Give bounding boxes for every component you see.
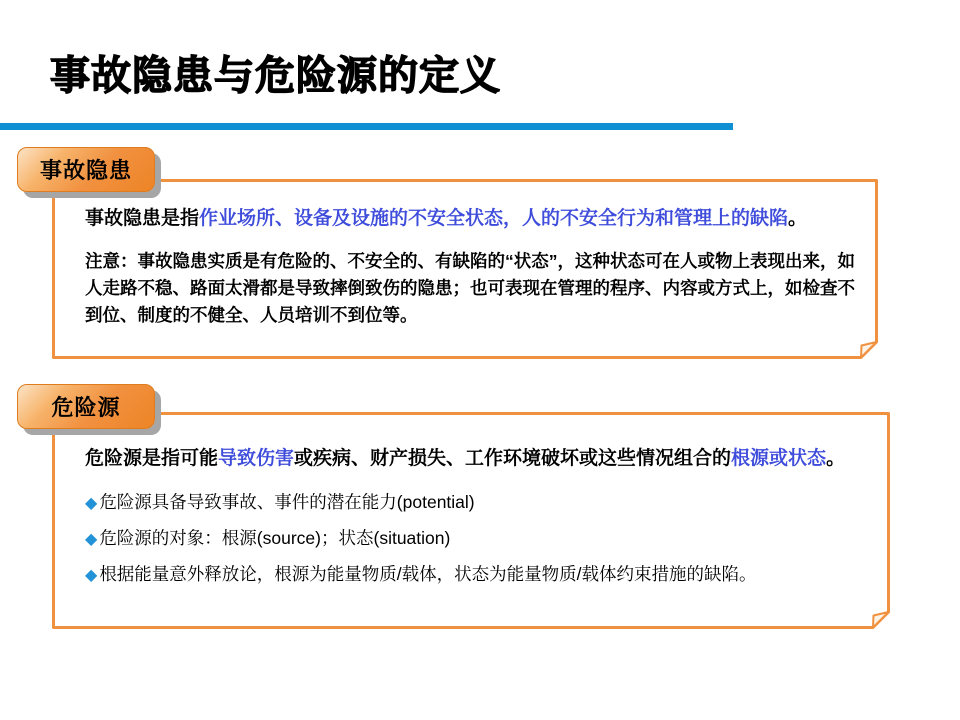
bullet-text: 根据能量意外释放论，根源为能量物质/载体，状态为能量物质/载体约束措施的缺陷。 bbox=[99, 564, 757, 584]
definition-mid: 或疾病、财产损失、工作环境破坏或这些情况组合的 bbox=[294, 448, 732, 469]
bullet-list bbox=[85, 490, 868, 588]
definition-suffix: 。 bbox=[826, 448, 846, 469]
section-label-text: 事故隐患 bbox=[39, 158, 132, 183]
bullet-item bbox=[85, 526, 868, 552]
panel-accident-hazard bbox=[52, 179, 878, 359]
definition-prefix: 危险源是指可能 bbox=[85, 448, 219, 469]
definition-paragraph bbox=[85, 444, 868, 474]
panel-content bbox=[52, 412, 890, 588]
title-underline-rule bbox=[0, 123, 733, 130]
diamond-bullet-icon: ◆ bbox=[85, 567, 98, 584]
definition-highlight-2: 根源或状态 bbox=[731, 448, 827, 469]
slide-title: 事故隐患与危险源的定义 bbox=[50, 54, 501, 98]
bullet-text: 危险源的对象：根源(source)；状态(situation) bbox=[99, 528, 451, 548]
definition-suffix: 。 bbox=[788, 208, 808, 229]
diamond-bullet-icon: ◆ bbox=[85, 495, 98, 512]
section-label-text: 危险源 bbox=[51, 395, 121, 420]
bullet-item bbox=[85, 562, 868, 588]
note-paragraph: 注意：事故隐患实质是有危险的、不安全的、有缺陷的“状态”，这种状态可在人或物上表现出来，如人走路不稳、路面太滑都是导致摔倒致伤的隐患；也可表现在管理的程序、内容或方式上，如检查不到位、制度的不健全、人员培训不到位等。 bbox=[85, 251, 855, 325]
definition-highlight: 作业场所、设备及设施的不安全状态，人的不安全行为和管理上的缺陷 bbox=[199, 208, 789, 229]
diamond-bullet-icon: ◆ bbox=[85, 531, 98, 548]
definition-prefix: 事故隐患是指 bbox=[85, 208, 200, 229]
bullet-text: 危险源具备导致事故、事件的潜在能力(potential) bbox=[99, 492, 475, 512]
bullet-item bbox=[85, 490, 868, 516]
panel-hazard-source bbox=[52, 412, 890, 629]
section-label-accident-hazard bbox=[17, 147, 155, 192]
panel-content bbox=[52, 179, 878, 329]
definition-paragraph bbox=[85, 204, 856, 234]
section-label-hazard-source bbox=[17, 384, 155, 429]
definition-highlight: 导致伤害 bbox=[218, 448, 295, 469]
